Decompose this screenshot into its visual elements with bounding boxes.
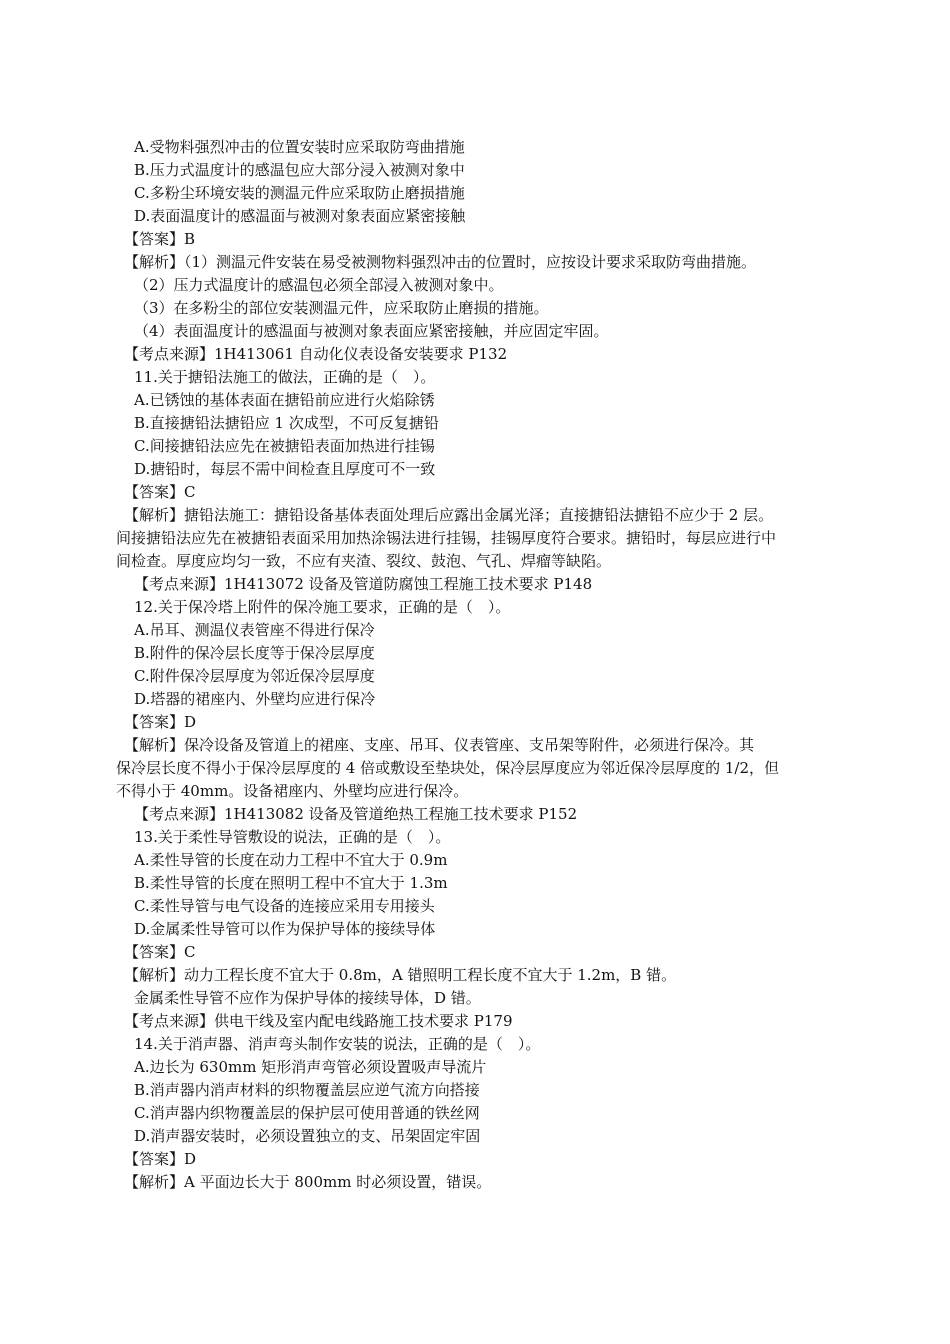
q14-analysis-line-1: 【解析】A 平面边长大于 800mm 时必须设置，错误。 — [124, 1173, 492, 1191]
q13-option-d: D.金属柔性导管可以作为保护导体的接续导体 — [134, 920, 436, 938]
q13-option-a: A.柔性导管的长度在动力工程中不宜大于 0.9m — [134, 851, 448, 869]
q10-analysis-line-3: （3）在多粉尘的部位安装测温元件，应采取防止磨损的措施。 — [134, 299, 549, 317]
q13-question: 13.关于柔性导管敷设的说法，正确的是（ ）。 — [134, 828, 451, 846]
q12-option-b: B.附件的保冷层长度等于保冷层厚度 — [134, 644, 375, 662]
q14-answer: 【答案】D — [124, 1150, 197, 1168]
q10-source: 【考点来源】1H413061 自动化仪表设备安装要求 P132 — [124, 345, 508, 363]
q11-answer: 【答案】C — [124, 483, 196, 501]
q11-option-a: A.已锈蚀的基体表面在搪铅前应进行火焰除锈 — [134, 391, 435, 409]
q12-option-c: C.附件保冷层厚度为邻近保冷层厚度 — [134, 667, 375, 685]
q13-option-b: B.柔性导管的长度在照明工程中不宜大于 1.3m — [134, 874, 448, 892]
q13-source: 【考点来源】供电干线及室内配电线路施工技术要求 P179 — [124, 1012, 513, 1030]
q11-analysis-line-2: 间接搪铅法应先在被搪铅表面采用加热涂锡法进行挂锡，挂锡厚度符合要求。搪铅时，每层应进行中 — [116, 529, 777, 547]
q13-analysis-line-2: 金属柔性导管不应作为保护导体的接续导体，D 错。 — [134, 989, 481, 1007]
q11-analysis-line-3: 间检查。厚度应均匀一致，不应有夹渣、裂纹、鼓泡、气孔、焊瘤等缺陷。 — [116, 552, 612, 570]
q11-option-d: D.搪铅时，每层不需中间检查且厚度可不一致 — [134, 460, 436, 478]
q11-analysis-line-1: 【解析】搪铅法施工：搪铅设备基体表面处理后应露出金属光泽；直接搪铅法搪铅不应少于 2 层。 — [124, 506, 774, 524]
q12-question: 12.关于保冷塔上附件的保冷施工要求，正确的是（ ）。 — [134, 598, 511, 616]
q12-analysis-line-1: 【解析】保冷设备及管道上的裙座、支座、吊耳、仪表管座、支吊架等附件，必须进行保冷。其 — [124, 736, 755, 754]
q10-analysis-line-1: 【解析】（1）测温元件安装在易受被测物料强烈冲击的位置时，应按设计要求采取防弯曲措施。 — [124, 253, 757, 271]
q10-option-a: A.受物料强烈冲击的位置安装时应采取防弯曲措施 — [134, 138, 465, 156]
q13-analysis-line-1: 【解析】动力工程长度不宜大于 0.8m，A 错照明工程长度不宜大于 1.2m，B 错。 — [124, 966, 677, 984]
q14-option-b: B.消声器内消声材料的织物覆盖层应逆气流方向搭接 — [134, 1081, 480, 1099]
q12-answer: 【答案】D — [124, 713, 197, 731]
q11-option-b: B.直接搪铅法搪铅应 1 次成型，不可反复搪铅 — [134, 414, 439, 432]
q10-answer: 【答案】B — [124, 230, 196, 248]
document-page — [0, 136, 950, 1194]
q11-source: 【考点来源】1H413072 设备及管道防腐蚀工程施工技术要求 P148 — [134, 575, 593, 593]
q12-analysis-line-3: 不得小于 40mm。设备裙座内、外壁均应进行保冷。 — [116, 782, 469, 800]
q12-source: 【考点来源】1H413082 设备及管道绝热工程施工技术要求 P152 — [134, 805, 578, 823]
q10-analysis-line-4: （4）表面温度计的感温面与被测对象表面应紧密接触，并应固定牢固。 — [134, 322, 609, 340]
q10-option-c: C.多粉尘环境安装的测温元件应采取防止磨损措施 — [134, 184, 465, 202]
q12-option-d: D.塔器的裙座内、外壁均应进行保冷 — [134, 690, 376, 708]
q12-option-a: A.吊耳、测温仪表管座不得进行保冷 — [134, 621, 375, 639]
q11-option-c: C.间接搪铅法应先在被搪铅表面加热进行挂锡 — [134, 437, 435, 455]
q11-question: 11.关于搪铅法施工的做法，正确的是（ ）。 — [134, 368, 436, 386]
q12-analysis-line-2: 保冷层长度不得小于保冷层厚度的 4 倍或敷设至垫块处，保冷层厚度应为邻近保冷层厚度的 1/2，但 — [116, 759, 779, 777]
q14-option-d: D.消声器安装时，必须设置独立的支、吊架固定牢固 — [134, 1127, 481, 1145]
q14-question: 14.关于消声器、消声弯头制作安装的说法，正确的是（ ）。 — [134, 1035, 541, 1053]
q14-option-a: A.边长为 630mm 矩形消声弯管必须设置吸声导流片 — [134, 1058, 487, 1076]
q14-option-c: C.消声器内织物覆盖层的保护层可使用普通的铁丝网 — [134, 1104, 480, 1122]
q13-option-c: C.柔性导管与电气设备的连接应采用专用接头 — [134, 897, 435, 915]
q10-analysis-line-2: （2）压力式温度计的感温包必须全部浸入被测对象中。 — [134, 276, 504, 294]
q13-answer: 【答案】C — [124, 943, 196, 961]
q10-option-d: D.表面温度计的感温面与被测对象表面应紧密接触 — [134, 207, 466, 225]
q10-option-b: B.压力式温度计的感温包应大部分浸入被测对象中 — [134, 161, 465, 179]
